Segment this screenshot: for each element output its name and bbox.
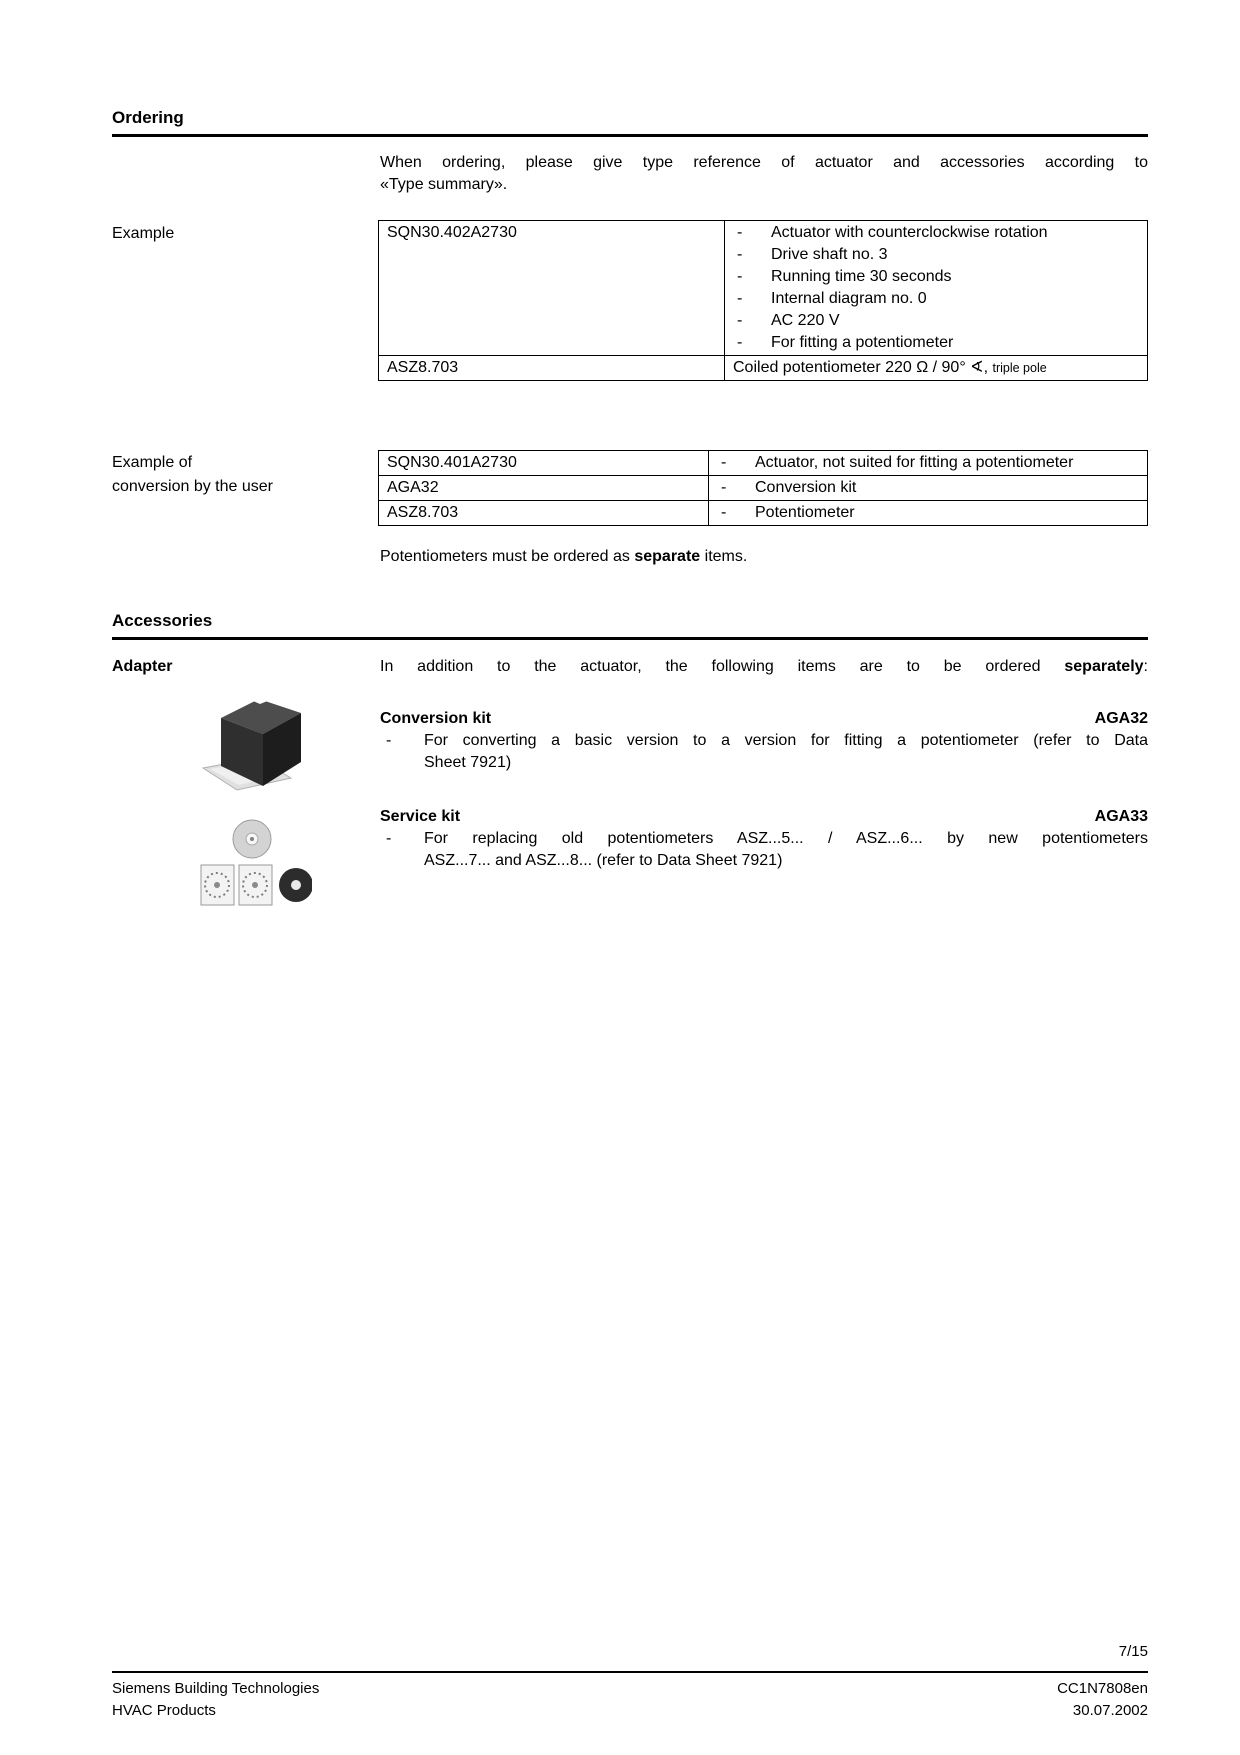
conversion-kit-bullet-text (424, 730, 1148, 774)
dash-bullet: - (721, 454, 727, 471)
note-text-end: items. (700, 548, 748, 565)
footer-left (112, 1678, 319, 1722)
type-code-cell: AGA32 (379, 476, 709, 500)
description-cell (725, 221, 1147, 355)
dash-bullet: - (737, 290, 743, 307)
list-item (725, 244, 1147, 266)
conversion-example-table (378, 450, 1148, 526)
potentiometer-description: Coiled potentiometer 220 Ω / 90° ∢, (733, 359, 989, 376)
list-item (709, 477, 1147, 499)
type-code-cell: SQN30.402A2730 (379, 221, 725, 355)
list-item (725, 288, 1147, 310)
service-kit-bullet (380, 828, 1148, 872)
conversion-kit-title: Conversion kit (380, 710, 492, 727)
ordering-intro-line1: When ordering, please give type reference of actuator and accessories according to (380, 154, 1148, 171)
ordering-section-heading (112, 108, 1148, 137)
conversion-kit-block (380, 708, 1148, 774)
dash-bullet: - (721, 504, 727, 521)
service-kit-title-row (380, 806, 1148, 828)
conversion-kit-bullet-line2: Sheet 7921) (424, 754, 512, 771)
list-item-text: Actuator, not suited for fitting a potentiometer (755, 454, 1074, 471)
dash-bullet: - (386, 732, 392, 749)
service-kit-block (380, 806, 1148, 872)
conversion-kit-bullet (380, 730, 1148, 774)
table-row (379, 221, 1147, 355)
adapter-box-image (195, 688, 313, 802)
list-item-text: Internal diagram no. 0 (771, 290, 927, 307)
conversion-kit-code: AGA32 (1094, 710, 1148, 727)
accessories-heading-text: Accessories (112, 611, 213, 630)
footer-right (1057, 1678, 1148, 1722)
footer-date: 30.07.2002 (1072, 1702, 1148, 1719)
description-cell (709, 501, 1147, 525)
example-conversion-label-line2: conversion by the user (112, 478, 273, 495)
type-code-cell: ASZ8.703 (379, 501, 709, 525)
dash-bullet: - (737, 224, 743, 241)
type-code-cell: ASZ8.703 (379, 356, 725, 380)
accessories-intro-text: In addition to the actuator, the following items are to be ordered (380, 658, 1065, 675)
ordering-heading-text: Ordering (112, 108, 184, 127)
list-item (725, 310, 1147, 332)
accessories-intro-emphasis: separately (1064, 658, 1144, 675)
description-cell (709, 451, 1147, 475)
list-item (709, 502, 1147, 524)
accessories-section-heading (112, 611, 1148, 640)
service-kit-bullet-text (424, 828, 1148, 872)
dash-bullet: - (737, 246, 743, 263)
note-emphasis: separate (634, 548, 701, 565)
dash-bullet: - (737, 268, 743, 285)
service-kit-image (200, 818, 312, 910)
list-item (725, 266, 1147, 288)
conversion-kit-title-row (380, 708, 1148, 730)
footer-doc-ref: CC1N7808en (1057, 1680, 1148, 1697)
conversion-kit-bullet-line1: For converting a basic version to a version for fitting a potentiometer (refer to Data (424, 732, 1148, 749)
list-item-text: Actuator with counterclockwise rotation (771, 224, 1048, 241)
note-text: Potentiometers must be ordered as (380, 548, 635, 565)
list-item-text: Potentiometer (755, 504, 855, 521)
type-code-cell: SQN30.401A2730 (379, 451, 709, 475)
adapter-label: Adapter (112, 658, 173, 675)
footer-division: HVAC Products (112, 1702, 216, 1719)
table-row (379, 355, 1147, 380)
description-cell (709, 476, 1147, 500)
dash-bullet: - (737, 334, 743, 351)
separate-order-note (380, 546, 1148, 568)
accessories-intro-colon: : (1143, 658, 1148, 675)
ordering-heading-rule (112, 134, 1148, 137)
list-item (709, 452, 1147, 474)
table-row (379, 475, 1147, 500)
ordering-intro-paragraph (380, 152, 1148, 196)
footer-company: Siemens Building Technologies (112, 1680, 320, 1697)
accessories-intro (380, 656, 1148, 678)
list-item-text: Running time 30 seconds (771, 268, 952, 285)
list-item-text: For fitting a potentiometer (771, 334, 954, 351)
accessories-heading-rule (112, 637, 1148, 640)
table-row (379, 451, 1147, 475)
service-kit-code: AGA33 (1094, 808, 1148, 825)
page-footer (112, 1678, 1148, 1722)
list-item-text: Conversion kit (755, 479, 857, 496)
service-kit-title: Service kit (380, 808, 461, 825)
dash-bullet: - (737, 312, 743, 329)
list-item-text: Drive shaft no. 3 (771, 246, 888, 263)
list-item (725, 222, 1147, 244)
example-conversion-label-line1: Example of (112, 454, 193, 471)
table-row (379, 500, 1147, 525)
triple-pole-note: triple pole (992, 361, 1047, 375)
page-number: 7/15 (1118, 1643, 1148, 1660)
example-table (378, 220, 1148, 381)
description-cell (725, 356, 1147, 380)
list-item (725, 332, 1147, 354)
example-conversion-label (112, 451, 273, 499)
list-item-text: AC 220 V (771, 312, 840, 329)
dash-bullet: - (386, 830, 392, 847)
footer-rule (112, 1671, 1148, 1673)
dash-bullet: - (721, 479, 727, 496)
service-kit-bullet-line1: For replacing old potentiometers ASZ...5... / ASZ...6... by new potentiometers (424, 830, 1148, 847)
example-label: Example (112, 225, 175, 242)
ordering-intro-line2: «Type summary». (380, 176, 508, 193)
service-kit-bullet-line2: ASZ...7... and ASZ...8... (refer to Data Sheet 7921) (424, 852, 783, 869)
